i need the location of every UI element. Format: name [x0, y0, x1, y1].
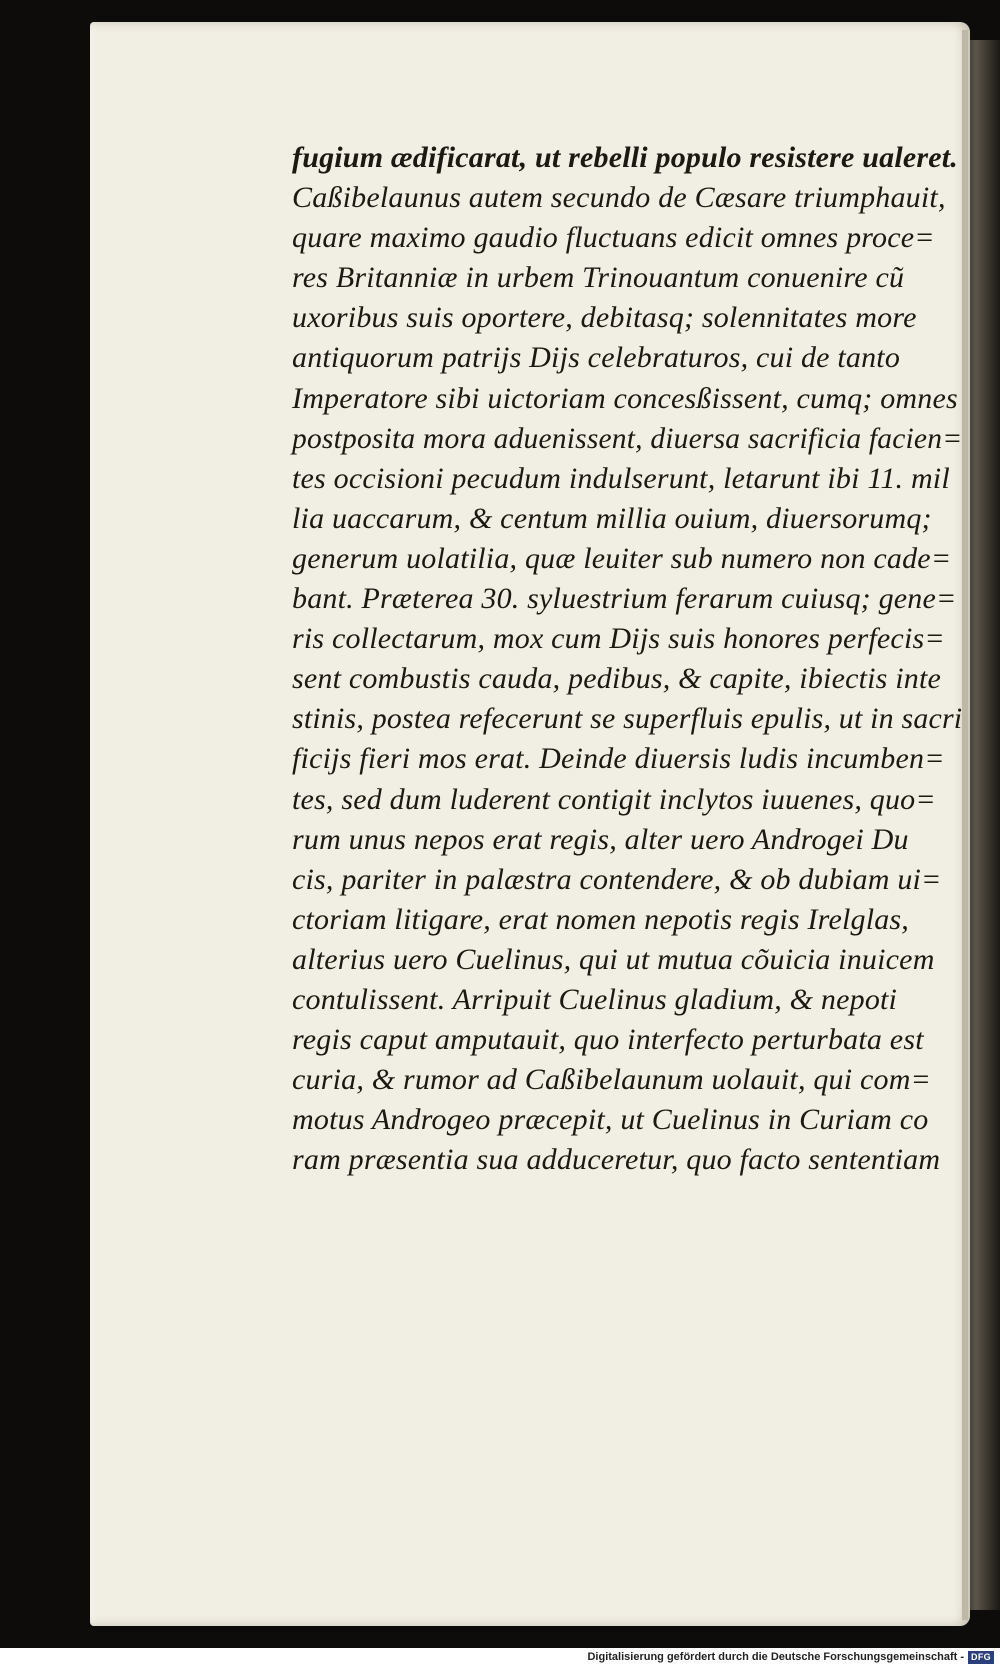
text-line: contulissent. Arripuit Cuelinus gladium, & nepoti — [292, 982, 898, 1016]
text-line: bant. Præterea 30. syluestrium ferarum cuiusq; gene= — [292, 582, 957, 616]
text-line: curia, & rumor ad Caßibelaunum uolauit, qui com= — [292, 1063, 931, 1097]
text-line: stinis, postea refecerunt se superfluis epulis, ut in sacri — [292, 702, 963, 736]
text-line: cis, pariter in palæstra contendere, & ob dubiam ui= — [292, 862, 942, 896]
funding-credit: Digitalisierung gefördert durch die Deutsche Forschungsgemeinschaft - — [587, 1651, 964, 1663]
page-text-block — [292, 138, 982, 1180]
text-line: ris collectarum, mox cum Dijs suis honores perfecis= — [292, 622, 945, 656]
text-line: antiquorum patrijs Dijs celebraturos, cui de tanto — [292, 341, 901, 375]
text-line: generum uolatilia, quæ leuiter sub numero non cade= — [292, 541, 952, 575]
text-line: postposita mora aduenissent, diuersa sacrificia facien= — [292, 421, 963, 455]
dfg-logo: DFG — [968, 1651, 994, 1664]
text-line: sent combustis cauda, pedibus, & capite, ibiectis inte — [292, 662, 942, 696]
text-line: motus Androgeo præcepit, ut Cuelinus in Curiam co — [292, 1103, 929, 1137]
text-line: lia uaccarum, & centum millia ouium, diuersorumq; — [292, 501, 932, 535]
text-line: tes occisioni pecudum indulserunt, letarunt ibi 11. mil — [292, 461, 950, 495]
text-line: alterius uero Cuelinus, qui ut mutua cõuicia inuicem — [292, 942, 935, 976]
text-line: quare maximo gaudio fluctuans edicit omnes proce= — [292, 221, 935, 255]
text-line: Imperatore sibi uictoriam concesßissent, cumq; omnes — [292, 381, 958, 415]
text-line: ficijs fieri mos erat. Deinde diuersis ludis incumben= — [292, 742, 945, 776]
text-line: regis caput amputauit, quo interfecto perturbata est — [292, 1023, 924, 1057]
text-line: fugium ædificarat, ut rebelli populo resistere ualeret. — [292, 141, 959, 174]
text-line: ctoriam litigare, erat nomen nepotis regis Irelglas, — [292, 902, 910, 936]
text-line: rum unus nepos erat regis, alter uero Androgei Du — [292, 822, 909, 856]
text-line: ram præsentia sua adduceretur, quo facto sententiam — [292, 1143, 941, 1177]
text-line: uxoribus suis oportere, debitasq; solennitates more — [292, 301, 917, 335]
text-line: tes, sed dum luderent contigit inclytos iuuenes, quo= — [292, 782, 936, 816]
text-line: Caßibelaunus autem secundo de Cæsare triumphauit, — [292, 181, 946, 215]
text-line: res Britanniæ in urbem Trinouantum conuenire cũ — [292, 261, 905, 295]
